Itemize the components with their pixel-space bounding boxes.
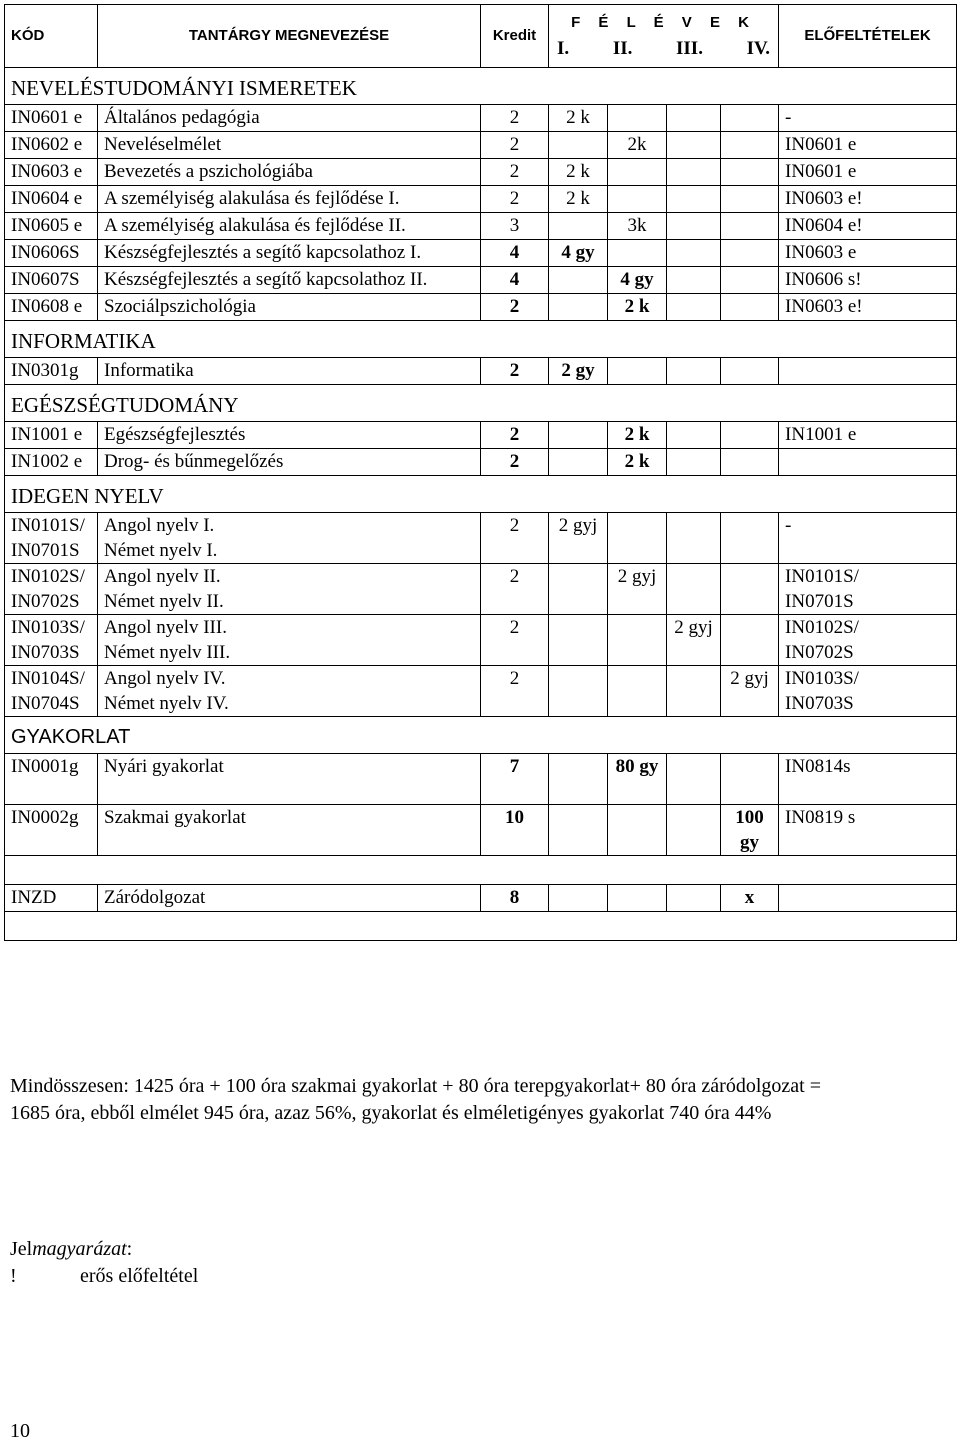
summary-text: Mindösszesen: 1425 óra + 100 óra szakmai gyakorlat + 80 óra terepgyakorlat+ 80 óra záródolgozat = 1685 óra, ebből elmélet 945 óra, azaz 56%, gyakorlat és elméletigényes gyakorlat 740 óra 44% bbox=[10, 1075, 821, 1124]
semester-2-cell bbox=[608, 666, 667, 717]
semester-1-cell bbox=[549, 213, 608, 240]
course-prereq bbox=[779, 615, 957, 666]
semester-label-3: III. bbox=[676, 38, 703, 59]
course-code: INZD bbox=[5, 885, 98, 912]
course-prereq bbox=[779, 513, 957, 564]
semester-3-cell bbox=[667, 186, 721, 213]
semester-3-cell bbox=[667, 449, 721, 476]
course-code: IN0602 e bbox=[5, 132, 98, 159]
header-prereq: ELŐFELTÉTELEK bbox=[779, 5, 957, 68]
semester-4-cell bbox=[721, 422, 779, 449]
semester-4-cell bbox=[721, 294, 779, 321]
semester-1-cell bbox=[549, 422, 608, 449]
course-name-2: Német nyelv II. bbox=[104, 591, 224, 612]
section-title: IDEGEN NYELV bbox=[5, 476, 957, 513]
semester-3-cell bbox=[667, 358, 721, 385]
course-code: IN0601 e bbox=[5, 105, 98, 132]
course-prereq bbox=[779, 564, 957, 615]
course-name: Készségfejlesztés a segítő kapcsolathoz II. bbox=[98, 267, 481, 294]
course-name-1: Angol nyelv II. bbox=[104, 566, 221, 587]
course-credit: 2 bbox=[481, 513, 549, 564]
semester-3-cell bbox=[667, 666, 721, 717]
semesters-title: F É L É V E K bbox=[571, 14, 756, 31]
legend-text: erős előfeltétel bbox=[80, 1265, 199, 1287]
course-code: IN1002 e bbox=[5, 449, 98, 476]
course-row bbox=[5, 105, 957, 132]
course-name bbox=[98, 564, 481, 615]
semester-3-cell bbox=[667, 294, 721, 321]
semester-3-cell bbox=[667, 885, 721, 912]
course-name-2: Német nyelv III. bbox=[104, 642, 231, 663]
course-credit: 2 bbox=[481, 132, 549, 159]
semester-1-cell: 2 gy bbox=[549, 358, 608, 385]
course-credit: 4 bbox=[481, 267, 549, 294]
course-row bbox=[5, 615, 957, 666]
course-prereq: IN0601 e bbox=[779, 132, 957, 159]
course-name bbox=[98, 666, 481, 717]
course-code bbox=[5, 513, 98, 564]
course-name: Egészségfejlesztés bbox=[98, 422, 481, 449]
semester-4-cell bbox=[721, 513, 779, 564]
course-credit: 10 bbox=[481, 805, 549, 856]
semester-2-cell bbox=[608, 186, 667, 213]
semester-1-cell bbox=[549, 666, 608, 717]
semester-2-cell bbox=[608, 105, 667, 132]
course-prereq: IN0604 e! bbox=[779, 213, 957, 240]
course-row bbox=[5, 240, 957, 267]
curriculum-table bbox=[4, 4, 957, 941]
course-row bbox=[5, 358, 957, 385]
page-number: 10 bbox=[10, 1420, 30, 1442]
course-row bbox=[5, 422, 957, 449]
course-row bbox=[5, 513, 957, 564]
semester-1-cell: 2 k bbox=[549, 186, 608, 213]
semester-4-cell bbox=[721, 186, 779, 213]
course-name-1: Angol nyelv IV. bbox=[104, 668, 226, 689]
course-code-2: IN0703S bbox=[11, 642, 80, 663]
semester-1-cell bbox=[549, 449, 608, 476]
section-row bbox=[5, 476, 957, 513]
course-name: Nyári gyakorlat bbox=[98, 754, 481, 805]
section-row bbox=[5, 68, 957, 105]
semester-2-cell: 2 k bbox=[608, 422, 667, 449]
semester-1-cell: 2 gyj bbox=[549, 513, 608, 564]
course-row bbox=[5, 754, 957, 805]
semester-3-cell bbox=[667, 159, 721, 186]
semester-1-cell bbox=[549, 885, 608, 912]
empty-cell bbox=[5, 912, 957, 941]
course-code-2: IN0702S bbox=[11, 591, 80, 612]
course-prereq: IN0819 s bbox=[779, 805, 957, 856]
course-credit: 2 bbox=[481, 159, 549, 186]
semester-3-cell bbox=[667, 754, 721, 805]
course-credit: 2 bbox=[481, 564, 549, 615]
semester-2-cell: 4 gy bbox=[608, 267, 667, 294]
semester-label-4: IV. bbox=[746, 38, 771, 59]
course-prereq: - bbox=[779, 105, 957, 132]
course-name: Záródolgozat bbox=[98, 885, 481, 912]
course-code: IN0604 e bbox=[5, 186, 98, 213]
semester-1-cell bbox=[549, 132, 608, 159]
legend bbox=[10, 1236, 198, 1290]
course-prereq-2: IN0703S bbox=[785, 693, 854, 714]
course-credit: 2 bbox=[481, 422, 549, 449]
course-row bbox=[5, 294, 957, 321]
course-name: Szociálpszichológia bbox=[98, 294, 481, 321]
header-semesters bbox=[549, 5, 779, 68]
course-code-2: IN0701S bbox=[11, 540, 80, 561]
course-credit: 2 bbox=[481, 449, 549, 476]
semester-2-cell: 80 gy bbox=[608, 754, 667, 805]
course-code bbox=[5, 615, 98, 666]
semester-4-cell bbox=[721, 754, 779, 805]
semester-4-cell: x bbox=[721, 885, 779, 912]
course-credit: 2 bbox=[481, 615, 549, 666]
course-code-1: IN0103S/ bbox=[11, 617, 85, 638]
semester-2-cell: 2 k bbox=[608, 449, 667, 476]
course-prereq: IN0603 e! bbox=[779, 186, 957, 213]
empty-cell bbox=[5, 856, 957, 885]
semester-2-cell: 3k bbox=[608, 213, 667, 240]
semester-4-cell bbox=[721, 267, 779, 294]
section-row bbox=[5, 321, 957, 358]
course-code: IN0605 e bbox=[5, 213, 98, 240]
course-credit: 2 bbox=[481, 186, 549, 213]
course-prereq bbox=[779, 666, 957, 717]
course-prereq: IN1001 e bbox=[779, 422, 957, 449]
semester-3-cell bbox=[667, 805, 721, 856]
course-prereq-1: IN0102S/ bbox=[785, 617, 859, 638]
semester-1-cell: 4 gy bbox=[549, 240, 608, 267]
section-row bbox=[5, 385, 957, 422]
course-name-1: Angol nyelv I. bbox=[104, 515, 215, 536]
course-row bbox=[5, 885, 957, 912]
course-code-1: IN0104S/ bbox=[11, 668, 85, 689]
course-row bbox=[5, 213, 957, 240]
course-name: Készségfejlesztés a segítő kapcsolathoz I. bbox=[98, 240, 481, 267]
course-prereq-2: IN0701S bbox=[785, 591, 854, 612]
course-prereq bbox=[779, 358, 957, 385]
course-row bbox=[5, 132, 957, 159]
course-credit: 7 bbox=[481, 754, 549, 805]
course-name: A személyiség alakulása és fejlődése I. bbox=[98, 186, 481, 213]
semester-4-cell bbox=[721, 240, 779, 267]
course-name: A személyiség alakulása és fejlődése II. bbox=[98, 213, 481, 240]
semester-3-cell bbox=[667, 105, 721, 132]
course-row bbox=[5, 564, 957, 615]
legend-title: Jelmagyarázat: bbox=[10, 1238, 133, 1260]
course-code: IN0603 e bbox=[5, 159, 98, 186]
semester-2-cell bbox=[608, 615, 667, 666]
course-code: IN1001 e bbox=[5, 422, 98, 449]
header-name: TANTÁRGY MEGNEVEZÉSE bbox=[98, 5, 481, 68]
course-row bbox=[5, 159, 957, 186]
semester-3-cell bbox=[667, 564, 721, 615]
course-name: Általános pedagógia bbox=[98, 105, 481, 132]
semester-2-cell bbox=[608, 805, 667, 856]
course-name: Bevezetés a pszichológiába bbox=[98, 159, 481, 186]
course-row bbox=[5, 666, 957, 717]
course-code-1: IN0101S/ bbox=[11, 515, 85, 536]
semester-4-cell bbox=[721, 358, 779, 385]
semester-3-cell bbox=[667, 513, 721, 564]
course-code: IN0002g bbox=[5, 805, 98, 856]
section-title: INFORMATIKA bbox=[5, 321, 957, 358]
course-name: Neveléselmélet bbox=[98, 132, 481, 159]
header-row bbox=[5, 5, 957, 68]
legend-symbol: ! bbox=[10, 1265, 17, 1287]
semester-1-cell bbox=[549, 564, 608, 615]
section-title: NEVELÉSTUDOMÁNYI ISMERETEK bbox=[5, 68, 957, 105]
section-title: GYAKORLAT bbox=[5, 717, 957, 754]
semester-2-cell bbox=[608, 240, 667, 267]
semester-3-cell bbox=[667, 213, 721, 240]
course-code: IN0606S bbox=[5, 240, 98, 267]
course-code bbox=[5, 564, 98, 615]
semester-1-cell bbox=[549, 267, 608, 294]
course-credit: 2 bbox=[481, 358, 549, 385]
section-row bbox=[5, 717, 957, 754]
semester-4-cell: 2 gyj bbox=[721, 666, 779, 717]
course-credit: 4 bbox=[481, 240, 549, 267]
course-prereq-1: IN0103S/ bbox=[785, 668, 859, 689]
course-name bbox=[98, 513, 481, 564]
semester-2-cell: 2 k bbox=[608, 294, 667, 321]
course-prereq-2: IN0702S bbox=[785, 642, 854, 663]
course-name-1: Angol nyelv III. bbox=[104, 617, 227, 638]
semester-2-cell bbox=[608, 358, 667, 385]
course-code: IN0001g bbox=[5, 754, 98, 805]
course-credit: 2 bbox=[481, 294, 549, 321]
semester-1-cell: 2 k bbox=[549, 105, 608, 132]
semester-3-cell bbox=[667, 132, 721, 159]
course-prereq-1: IN0101S/ bbox=[785, 566, 859, 587]
course-row bbox=[5, 267, 957, 294]
semester-3-cell bbox=[667, 422, 721, 449]
semester-label-2: II. bbox=[612, 38, 633, 59]
header-code: KÓD bbox=[5, 5, 98, 68]
legend-item bbox=[10, 1263, 198, 1290]
semester-4-cell bbox=[721, 615, 779, 666]
course-code-2: IN0704S bbox=[11, 693, 80, 714]
course-credit: 3 bbox=[481, 213, 549, 240]
course-row bbox=[5, 186, 957, 213]
course-credit: 2 bbox=[481, 105, 549, 132]
empty-row bbox=[5, 856, 957, 885]
course-prereq: IN0606 s! bbox=[779, 267, 957, 294]
semester-4-cell bbox=[721, 159, 779, 186]
semester-2-cell: 2k bbox=[608, 132, 667, 159]
semester-2-cell bbox=[608, 885, 667, 912]
course-prereq: IN0603 e! bbox=[779, 294, 957, 321]
semester-3-cell bbox=[667, 240, 721, 267]
course-code: IN0607S bbox=[5, 267, 98, 294]
course-prereq: IN0814s bbox=[779, 754, 957, 805]
section-title: EGÉSZSÉGTUDOMÁNY bbox=[5, 385, 957, 422]
semester-4-cell bbox=[721, 213, 779, 240]
course-credit: 8 bbox=[481, 885, 549, 912]
course-prereq: IN0601 e bbox=[779, 159, 957, 186]
course-prereq bbox=[779, 885, 957, 912]
semester-1-cell bbox=[549, 805, 608, 856]
semester-1-cell bbox=[549, 294, 608, 321]
course-name: Informatika bbox=[98, 358, 481, 385]
course-name: Szakmai gyakorlat bbox=[98, 805, 481, 856]
semester-2-cell: 2 gyj bbox=[608, 564, 667, 615]
course-code bbox=[5, 666, 98, 717]
course-credit: 2 bbox=[481, 666, 549, 717]
semester-4-cell: 100 gy bbox=[721, 805, 779, 856]
course-prereq: IN0603 e bbox=[779, 240, 957, 267]
semester-4-cell bbox=[721, 105, 779, 132]
semester-4-cell bbox=[721, 449, 779, 476]
course-code-1: IN0102S/ bbox=[11, 566, 85, 587]
semester-3-cell bbox=[667, 267, 721, 294]
course-prereq-1: - bbox=[785, 515, 792, 536]
course-code: IN0301g bbox=[5, 358, 98, 385]
semester-1-cell bbox=[549, 754, 608, 805]
course-row bbox=[5, 449, 957, 476]
course-name: Drog- és bűnmegelőzés bbox=[98, 449, 481, 476]
empty-row bbox=[5, 912, 957, 941]
course-name-2: Német nyelv I. bbox=[104, 540, 218, 561]
semester-1-cell: 2 k bbox=[549, 159, 608, 186]
semester-4-cell bbox=[721, 564, 779, 615]
semester-1-cell bbox=[549, 615, 608, 666]
semester-3-cell: 2 gyj bbox=[667, 615, 721, 666]
semester-2-cell bbox=[608, 513, 667, 564]
course-code: IN0608 e bbox=[5, 294, 98, 321]
course-prereq bbox=[779, 449, 957, 476]
course-row bbox=[5, 805, 957, 856]
semester-4-cell bbox=[721, 132, 779, 159]
course-name-2: Német nyelv IV. bbox=[104, 693, 229, 714]
course-name bbox=[98, 615, 481, 666]
header-credit: Kredit bbox=[481, 5, 549, 68]
semester-label-1: I. bbox=[557, 38, 570, 59]
semester-2-cell bbox=[608, 159, 667, 186]
